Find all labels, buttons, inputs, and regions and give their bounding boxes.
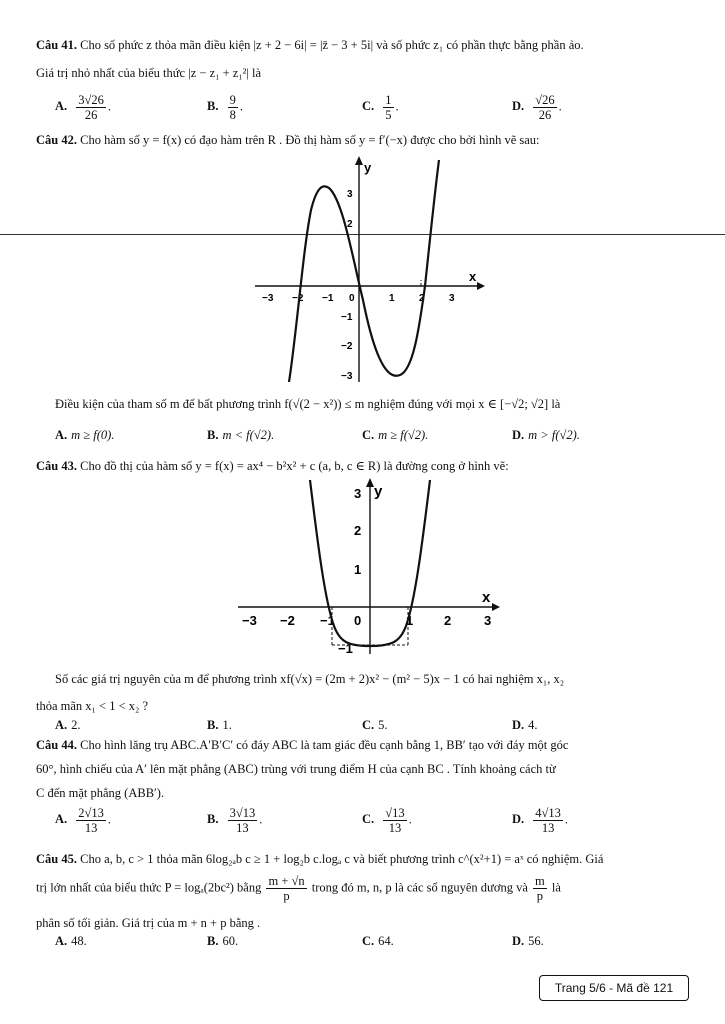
q43-line3: thỏa mãn x₁ < 1 < x₂ ? [36, 699, 149, 713]
q43-line2: Số các giá trị nguyên của m để phương trình xf(√x) = (2m + 2)x² − (m² − 5)x − 1 có hai nghiệm x₁, x₂ [55, 672, 565, 686]
q42-line2: Điều kiện của tham số m để bất phương trình f(√(2 − x²)) ≤ m nghiệm đúng với mọi x ∈ [−√2; √2] là [55, 397, 561, 411]
q43-text1: Cho đồ thị của hàm số y = f(x) = ax⁴ − b²x² + c (a, b, c ∈ R) là đường cong ở hình vẽ: [80, 459, 509, 473]
q44-line1 [36, 738, 568, 753]
q42-option-c: C. m ≥ f(√2). [362, 428, 429, 442]
q43-ytick: −1 [338, 641, 353, 656]
q41-option-b: B. $\frac{9}{8}$ . [207, 93, 243, 122]
q42-xtick: −1 [322, 293, 334, 304]
q43-line1 [36, 458, 509, 474]
q42-option-a: A. m ≥ f(0). [55, 428, 115, 442]
q43-xtick: −2 [280, 613, 295, 628]
q45-option-d: D. 56. [512, 934, 544, 948]
q41-text1: Cho số phức z thỏa mãn điều kiện |z + 2 − 6i| = |z̄ − 3 + 5i| và số phức z₁ có phần thực bằng phần ảo. [80, 38, 584, 52]
q42-x-arrow [477, 282, 485, 290]
q42-label: Câu 42. [36, 133, 77, 147]
q43-ytick: 2 [354, 523, 362, 538]
q41-option-d: D. $\frac{√26}{26}$ . [512, 93, 562, 122]
q42-ytick: 3 [347, 189, 353, 200]
q44-option-d: D. $\frac{4√13}{13}$ . [512, 806, 569, 835]
q44-text1: Cho hình lăng trụ ABC.A′B′C′ có đáy ABC là tam giác đều cạnh bằng 1, BB′ tạo với đáy một góc [80, 738, 569, 752]
q43-xtick: 1 [406, 613, 414, 628]
q42-xtick: 2 [419, 293, 425, 304]
q42-text1: Cho hàm số y = f(x) có đạo hàm trên R . Đồ thị hàm số y = f′(−x) được cho bởi hình vẽ sau: [80, 133, 540, 147]
q42-xtick: 0 [349, 293, 355, 304]
q45-line1 [36, 852, 603, 867]
q42-xtick: −3 [262, 293, 274, 304]
q44-label: Câu 44. [36, 738, 77, 752]
q43-xtick: 0 [354, 613, 362, 628]
q43-xtick: 3 [484, 613, 492, 628]
q42-curve [289, 160, 439, 382]
q45-line2: trị lớn nhất của biểu thức P = logₐ(2bc²) bằng $\frac{m + √n}{p}$ trong đó m, n, p là các số nguyên dương và $\frac{m}{p}$ là [36, 874, 561, 903]
q43-x-axis-label: x [482, 589, 491, 606]
q43-x-arrow [492, 603, 500, 611]
q43-option-c: C. 5. [362, 718, 388, 732]
q43-xtick: 2 [444, 613, 452, 628]
q44-line3: C đến mặt phẳng (ABB′). [36, 786, 165, 800]
q45-line3: phân số tối giản. Giá trị của m + n + p bằng . [36, 916, 261, 930]
q43-xtick: −1 [320, 613, 335, 628]
q42-ytick: 2 [347, 219, 353, 230]
q42-xtick: 3 [449, 293, 455, 304]
page-footer: Trang 5/6 - Mã đề 121 [539, 975, 689, 1001]
q42-ytick: −2 [341, 341, 353, 352]
q42-ytick: −3 [341, 371, 353, 382]
q43-option-a: A. 2. [55, 718, 81, 732]
q45-option-a: A. 48. [55, 934, 87, 948]
q43-option-d: D. 4. [512, 718, 538, 732]
q43-xtick: −3 [242, 613, 257, 628]
q42-xtick: −2 [292, 293, 304, 304]
q43-ytick: 3 [354, 486, 362, 501]
q42-y-axis-label: y [364, 160, 372, 175]
q44-option-c: C. $\frac{√13}{13}$ . [362, 806, 412, 835]
q42-line1 [36, 133, 540, 148]
q42-option-d: D. m > f(√2). [512, 428, 580, 442]
q45-option-b: B. 60. [207, 934, 239, 948]
q43-option-b: B. 1. [207, 718, 232, 732]
q44-option-a: A. $\frac{2√13}{13}$ . [55, 806, 112, 835]
q42-xtick: 1 [389, 293, 395, 304]
q45-text1: Cho a, b, c > 1 thỏa mãn 6log₂ₐb c ≥ 1 + log₂b c.logₐ c và biết phương trình c^(x²+1) = aˣ có nghiệm. Giá [80, 852, 604, 866]
q43-y-axis-label: y [374, 483, 383, 500]
q43-y-arrow [366, 478, 374, 487]
q42-ytick: −1 [341, 312, 353, 323]
q42-graph [245, 150, 495, 390]
q41-label: Câu 41. [36, 38, 77, 52]
q44-option-b: B. $\frac{3√13}{13}$ . [207, 806, 263, 835]
q42-option-b: B. m < f(√2). [207, 428, 275, 442]
q41-option-a: A. $\frac{3√26}{26}$ . [55, 93, 112, 122]
q41-line1 [36, 38, 584, 53]
q42-y-arrow [355, 156, 363, 165]
q44-line2: 60°, hình chiếu của A′ lên mặt phẳng (ABC) trùng với trung điểm H của cạnh BC . Tính khoảng cách từ [36, 762, 556, 776]
q43-ytick: 1 [354, 562, 362, 577]
q43-graph [230, 476, 510, 656]
q45-option-c: C. 64. [362, 934, 394, 948]
q45-label: Câu 45. [36, 852, 77, 866]
q43-label: Câu 43. [36, 459, 77, 473]
q42-x-axis-label: x [469, 269, 477, 284]
q41-line2: Giá trị nhỏ nhất của biểu thức |z − z₁ + z₁²| là [36, 66, 262, 80]
q41-option-c: C. $\frac{1}{5}$ . [362, 93, 399, 122]
